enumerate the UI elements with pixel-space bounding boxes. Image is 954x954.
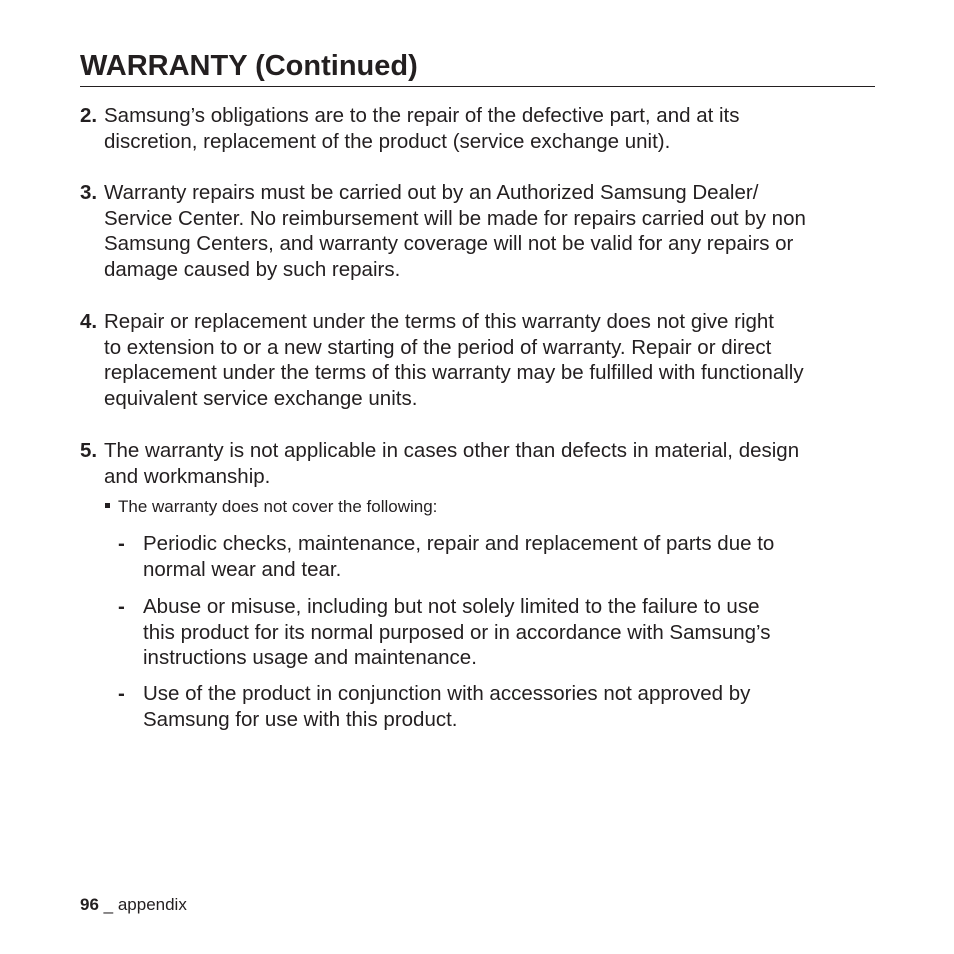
item-line: discretion, replacement of the product (service exchange unit). [104, 129, 671, 153]
item-number: 4. [80, 310, 98, 333]
exclusion-item [118, 531, 858, 582]
item-line: Service Center. No reimbursement will be made for repairs carried out by non [104, 206, 806, 230]
note-text: The warranty does not cover the following: [118, 497, 438, 516]
square-bullet-icon [105, 503, 110, 508]
item-line: Samsung Centers, and warranty coverage will not be valid for any repairs or [104, 232, 794, 255]
page-number: 96 [80, 895, 99, 914]
page-footer [80, 894, 187, 916]
exclusion-item [118, 681, 858, 732]
warranty-item-4 [80, 309, 880, 411]
item-line: to extension to or a new starting of the period of warranty. Repair or direct [104, 335, 772, 359]
exclusion-line: Samsung for use with this product. [143, 707, 458, 731]
title-divider [80, 86, 875, 87]
item-number: 2. [80, 104, 98, 127]
dash-bullet: - [118, 532, 125, 555]
item-line: The warranty is not applicable in cases other than defects in material, design [104, 439, 800, 462]
item-line: equivalent service exchange units. [104, 386, 418, 410]
item-number: 5. [80, 439, 98, 462]
exclusions-note [105, 496, 437, 518]
exclusion-line: instructions usage and maintenance. [143, 646, 477, 669]
exclusion-line: Use of the product in conjunction with accessories not approved by [143, 682, 751, 705]
item-line: and workmanship. [104, 464, 271, 488]
warranty-item-5 [80, 438, 880, 489]
page-title: WARRANTY (Continued) [80, 50, 418, 82]
section-name: appendix [117, 895, 187, 914]
item-line: Repair or replacement under the terms of this warranty does not give right [104, 310, 774, 333]
item-line: Warranty repairs must be carried out by an Authorized Samsung Dealer/ [104, 181, 759, 204]
exclusion-line: Periodic checks, maintenance, repair and replacement of parts due to [143, 532, 775, 555]
exclusion-line: this product for its normal purposed or in accordance with Samsung’s [143, 620, 771, 644]
item-line: Samsung’s obligations are to the repair of the defective part, and at its [104, 104, 740, 127]
warranty-item-2 [80, 103, 880, 154]
dash-bullet: - [118, 682, 125, 705]
item-line: replacement under the terms of this warranty may be fulfilled with functionally [104, 361, 804, 384]
exclusion-line: normal wear and tear. [143, 557, 342, 581]
exclusion-item [118, 594, 858, 671]
dash-bullet: - [118, 595, 125, 618]
item-number: 3. [80, 181, 98, 204]
exclusion-line: Abuse or misuse, including but not solely limited to the failure to use [143, 595, 760, 618]
warranty-item-3 [80, 180, 880, 282]
item-line: damage caused by such repairs. [104, 257, 401, 281]
footer-separator: _ [98, 895, 118, 914]
